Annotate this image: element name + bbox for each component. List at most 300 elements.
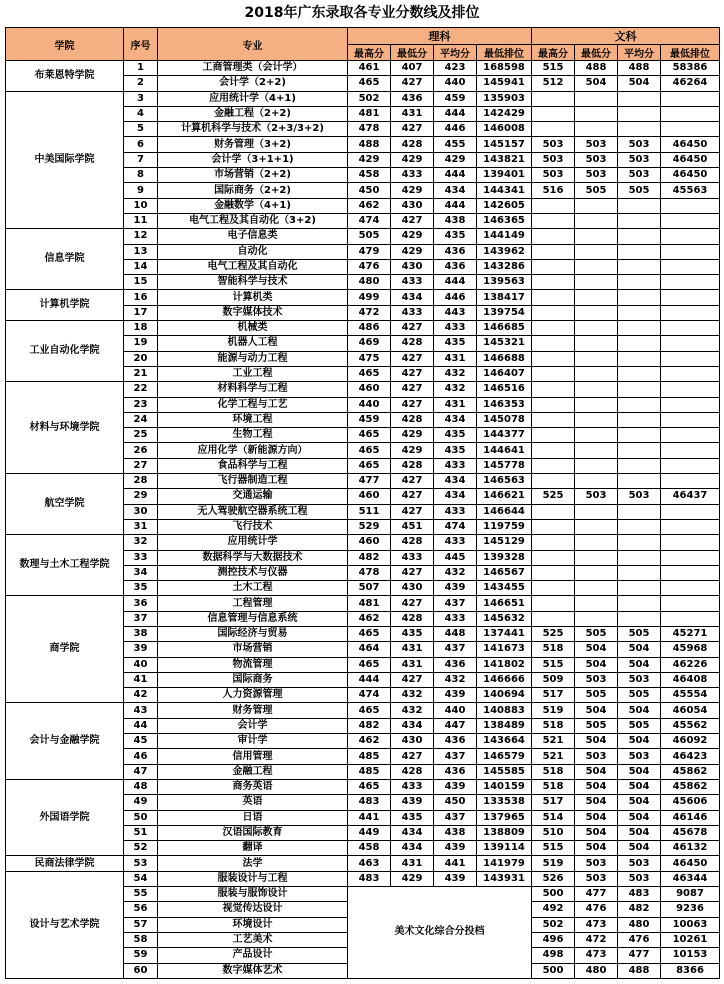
arts-avg-cell: 503 bbox=[618, 749, 661, 764]
science-avg-cell: 433 bbox=[434, 321, 477, 336]
arts-avg-cell bbox=[618, 550, 661, 565]
arts-min-rank-cell: 45862 bbox=[661, 764, 720, 779]
science-max-cell: 458 bbox=[348, 841, 391, 856]
arts-max-cell bbox=[532, 198, 575, 213]
major-cell: 日语 bbox=[158, 810, 348, 825]
science-min-rank-cell: 119759 bbox=[477, 519, 532, 534]
science-max-cell: 450 bbox=[348, 183, 391, 198]
science-min-rank-cell: 141673 bbox=[477, 642, 532, 657]
arts-min-cell bbox=[575, 122, 618, 137]
science-avg-cell: 434 bbox=[434, 489, 477, 504]
science-min-cell: 428 bbox=[391, 458, 434, 473]
science-min-rank-cell: 146563 bbox=[477, 474, 532, 489]
science-min-cell: 429 bbox=[391, 152, 434, 167]
seq-cell: 2 bbox=[124, 76, 158, 91]
seq-cell: 18 bbox=[124, 321, 158, 336]
table-row bbox=[6, 703, 720, 718]
seq-cell: 60 bbox=[124, 963, 158, 978]
seq-cell: 37 bbox=[124, 611, 158, 626]
seq-cell: 1 bbox=[124, 61, 158, 76]
science-max-cell: 465 bbox=[348, 366, 391, 381]
arts-min-cell: 503 bbox=[575, 749, 618, 764]
arts-min-rank-cell bbox=[661, 229, 720, 244]
major-cell: 会计学（2+2) bbox=[158, 76, 348, 91]
science-min-cell: 431 bbox=[391, 106, 434, 121]
science-min-rank-cell: 143821 bbox=[477, 152, 532, 167]
college-cell: 计算机学院 bbox=[6, 290, 124, 321]
science-avg-cell: 446 bbox=[434, 290, 477, 305]
seq-cell: 54 bbox=[124, 871, 158, 886]
arts-min-rank-cell: 46450 bbox=[661, 137, 720, 152]
arts-min-rank-cell: 46408 bbox=[661, 672, 720, 687]
table-row bbox=[6, 321, 720, 336]
science-avg-cell: 432 bbox=[434, 672, 477, 687]
arts-min-cell: 504 bbox=[575, 76, 618, 91]
science-avg-cell: 440 bbox=[434, 703, 477, 718]
arts-min-rank-cell: 58386 bbox=[661, 61, 720, 76]
arts-avg-cell bbox=[618, 336, 661, 351]
arts-min-cell: 505 bbox=[575, 718, 618, 733]
science-avg-cell: 436 bbox=[434, 244, 477, 259]
science-max-cell: 476 bbox=[348, 259, 391, 274]
seq-cell: 23 bbox=[124, 397, 158, 412]
arts-min-cell bbox=[575, 198, 618, 213]
arts-max-cell: 496 bbox=[532, 932, 575, 947]
arts-max-cell: 498 bbox=[532, 948, 575, 963]
header-college: 学院 bbox=[6, 28, 124, 61]
arts-min-cell bbox=[575, 336, 618, 351]
science-min-rank-cell: 145078 bbox=[477, 412, 532, 427]
arts-min-cell bbox=[575, 259, 618, 274]
science-max-cell: 505 bbox=[348, 229, 391, 244]
arts-min-rank-cell bbox=[661, 213, 720, 228]
arts-min-cell bbox=[575, 458, 618, 473]
arts-min-cell bbox=[575, 229, 618, 244]
arts-min-cell bbox=[575, 321, 618, 336]
science-max-cell: 465 bbox=[348, 443, 391, 458]
science-max-cell: 483 bbox=[348, 871, 391, 886]
arts-min-rank-cell: 46437 bbox=[661, 489, 720, 504]
arts-max-cell bbox=[532, 428, 575, 443]
seq-cell: 7 bbox=[124, 152, 158, 167]
science-min-rank-cell: 137965 bbox=[477, 810, 532, 825]
seq-cell: 39 bbox=[124, 642, 158, 657]
major-cell: 应用统计学 bbox=[158, 535, 348, 550]
arts-max-cell bbox=[532, 106, 575, 121]
header-arts-max: 最高分 bbox=[532, 45, 575, 61]
science-min-cell: 433 bbox=[391, 779, 434, 794]
science-max-cell: 499 bbox=[348, 290, 391, 305]
header-major: 专业 bbox=[158, 28, 348, 61]
science-min-cell: 433 bbox=[391, 275, 434, 290]
science-max-cell: 444 bbox=[348, 672, 391, 687]
science-min-rank-cell: 146516 bbox=[477, 382, 532, 397]
science-min-rank-cell: 145632 bbox=[477, 611, 532, 626]
arts-avg-cell: 480 bbox=[618, 917, 661, 932]
arts-min-rank-cell bbox=[661, 581, 720, 596]
major-cell: 化学工程与工艺 bbox=[158, 397, 348, 412]
table-row bbox=[6, 856, 720, 871]
arts-min-cell bbox=[575, 428, 618, 443]
arts-avg-cell: 503 bbox=[618, 168, 661, 183]
science-max-cell: 485 bbox=[348, 764, 391, 779]
arts-max-cell: 500 bbox=[532, 963, 575, 978]
science-min-cell: 427 bbox=[391, 397, 434, 412]
arts-min-rank-cell: 8366 bbox=[661, 963, 720, 978]
arts-avg-cell: 504 bbox=[618, 841, 661, 856]
science-min-cell: 433 bbox=[391, 168, 434, 183]
major-cell: 工商管理类（会计学） bbox=[158, 61, 348, 76]
college-cell: 信息学院 bbox=[6, 229, 124, 290]
seq-cell: 9 bbox=[124, 183, 158, 198]
science-min-rank-cell: 138489 bbox=[477, 718, 532, 733]
arts-max-cell: 509 bbox=[532, 672, 575, 687]
science-min-cell: 429 bbox=[391, 871, 434, 886]
arts-min-rank-cell: 9087 bbox=[661, 887, 720, 902]
major-cell: 数字媒体技术 bbox=[158, 305, 348, 320]
science-avg-cell: 435 bbox=[434, 336, 477, 351]
arts-min-rank-cell: 45554 bbox=[661, 688, 720, 703]
science-max-cell: 478 bbox=[348, 565, 391, 580]
arts-min-cell bbox=[575, 213, 618, 228]
arts-min-rank-cell bbox=[661, 290, 720, 305]
arts-max-cell: 515 bbox=[532, 657, 575, 672]
science-min-cell: 428 bbox=[391, 611, 434, 626]
arts-min-cell bbox=[575, 244, 618, 259]
major-cell: 财务管理 bbox=[158, 703, 348, 718]
major-cell: 无人驾驶航空器系统工程 bbox=[158, 504, 348, 519]
seq-cell: 12 bbox=[124, 229, 158, 244]
science-avg-cell: 439 bbox=[434, 688, 477, 703]
science-min-cell: 427 bbox=[391, 565, 434, 580]
major-cell: 电气工程及其自动化（3+2) bbox=[158, 213, 348, 228]
science-avg-cell: 423 bbox=[434, 61, 477, 76]
arts-max-cell: 518 bbox=[532, 764, 575, 779]
science-min-cell: 430 bbox=[391, 734, 434, 749]
science-min-rank-cell: 137441 bbox=[477, 626, 532, 641]
arts-max-cell: 515 bbox=[532, 61, 575, 76]
major-cell: 信用管理 bbox=[158, 749, 348, 764]
science-min-cell: 432 bbox=[391, 688, 434, 703]
science-max-cell: 488 bbox=[348, 137, 391, 152]
arts-min-rank-cell bbox=[661, 474, 720, 489]
science-avg-cell: 435 bbox=[434, 443, 477, 458]
arts-min-cell: 504 bbox=[575, 825, 618, 840]
arts-max-cell: 503 bbox=[532, 137, 575, 152]
seq-cell: 25 bbox=[124, 428, 158, 443]
arts-max-cell: 519 bbox=[532, 856, 575, 871]
arts-min-cell bbox=[575, 519, 618, 534]
arts-avg-cell bbox=[618, 474, 661, 489]
art-note-cell: 美术文化综合分投档 bbox=[348, 887, 532, 979]
science-avg-cell: 436 bbox=[434, 259, 477, 274]
major-cell: 计算机类 bbox=[158, 290, 348, 305]
arts-avg-cell: 503 bbox=[618, 137, 661, 152]
science-min-rank-cell: 133538 bbox=[477, 795, 532, 810]
major-cell: 机器人工程 bbox=[158, 336, 348, 351]
major-cell: 能源与动力工程 bbox=[158, 351, 348, 366]
seq-cell: 40 bbox=[124, 657, 158, 672]
table-row bbox=[6, 382, 720, 397]
arts-min-rank-cell bbox=[661, 259, 720, 274]
science-avg-cell: 437 bbox=[434, 642, 477, 657]
arts-min-rank-cell: 46450 bbox=[661, 152, 720, 167]
science-avg-cell: 433 bbox=[434, 611, 477, 626]
science-min-rank-cell: 146644 bbox=[477, 504, 532, 519]
seq-cell: 8 bbox=[124, 168, 158, 183]
college-cell: 航空学院 bbox=[6, 474, 124, 535]
science-max-cell: 474 bbox=[348, 213, 391, 228]
science-min-rank-cell: 142429 bbox=[477, 106, 532, 121]
arts-avg-cell: 504 bbox=[618, 703, 661, 718]
science-avg-cell: 440 bbox=[434, 76, 477, 91]
arts-min-cell: 504 bbox=[575, 734, 618, 749]
science-avg-cell: 441 bbox=[434, 856, 477, 871]
seq-cell: 47 bbox=[124, 764, 158, 779]
arts-min-rank-cell: 46092 bbox=[661, 734, 720, 749]
science-min-rank-cell: 146365 bbox=[477, 213, 532, 228]
science-min-rank-cell: 143455 bbox=[477, 581, 532, 596]
seq-cell: 45 bbox=[124, 734, 158, 749]
science-min-cell: 407 bbox=[391, 61, 434, 76]
seq-cell: 24 bbox=[124, 412, 158, 427]
arts-min-cell: 473 bbox=[575, 917, 618, 932]
science-min-rank-cell: 145157 bbox=[477, 137, 532, 152]
science-avg-cell: 437 bbox=[434, 596, 477, 611]
science-max-cell: 483 bbox=[348, 795, 391, 810]
arts-min-rank-cell: 45562 bbox=[661, 718, 720, 733]
arts-avg-cell: 504 bbox=[618, 764, 661, 779]
science-max-cell: 449 bbox=[348, 825, 391, 840]
science-min-rank-cell: 139114 bbox=[477, 841, 532, 856]
arts-avg-cell: 483 bbox=[618, 887, 661, 902]
arts-avg-cell: 503 bbox=[618, 152, 661, 167]
major-cell: 材料科学与工程 bbox=[158, 382, 348, 397]
major-cell: 数据科学与大数据技术 bbox=[158, 550, 348, 565]
science-avg-cell: 436 bbox=[434, 657, 477, 672]
arts-min-cell bbox=[575, 106, 618, 121]
science-avg-cell: 432 bbox=[434, 366, 477, 381]
science-avg-cell: 439 bbox=[434, 581, 477, 596]
science-max-cell: 459 bbox=[348, 412, 391, 427]
arts-min-cell: 472 bbox=[575, 932, 618, 947]
science-max-cell: 461 bbox=[348, 61, 391, 76]
arts-min-rank-cell bbox=[661, 504, 720, 519]
science-max-cell: 529 bbox=[348, 519, 391, 534]
science-min-cell: 427 bbox=[391, 596, 434, 611]
science-min-rank-cell: 142605 bbox=[477, 198, 532, 213]
arts-min-cell bbox=[575, 397, 618, 412]
science-avg-cell: 429 bbox=[434, 152, 477, 167]
college-cell: 设计与艺术学院 bbox=[6, 871, 124, 978]
science-min-rank-cell: 146651 bbox=[477, 596, 532, 611]
science-max-cell: 502 bbox=[348, 91, 391, 106]
seq-cell: 44 bbox=[124, 718, 158, 733]
arts-max-cell bbox=[532, 244, 575, 259]
science-min-cell: 434 bbox=[391, 841, 434, 856]
science-max-cell: 485 bbox=[348, 749, 391, 764]
arts-min-cell: 503 bbox=[575, 152, 618, 167]
science-min-rank-cell: 143931 bbox=[477, 871, 532, 886]
science-avg-cell: 446 bbox=[434, 122, 477, 137]
science-avg-cell: 435 bbox=[434, 229, 477, 244]
major-cell: 审计学 bbox=[158, 734, 348, 749]
admission-score-table bbox=[5, 27, 720, 979]
seq-cell: 6 bbox=[124, 137, 158, 152]
arts-avg-cell bbox=[618, 397, 661, 412]
major-cell: 生物工程 bbox=[158, 428, 348, 443]
science-min-cell: 434 bbox=[391, 718, 434, 733]
arts-avg-cell: 504 bbox=[618, 642, 661, 657]
science-min-rank-cell: 146688 bbox=[477, 351, 532, 366]
major-cell: 产品设计 bbox=[158, 948, 348, 963]
arts-max-cell bbox=[532, 550, 575, 565]
science-max-cell: 465 bbox=[348, 657, 391, 672]
header-arts-min-rank: 最低排位 bbox=[661, 45, 720, 61]
seq-cell: 32 bbox=[124, 535, 158, 550]
arts-max-cell bbox=[532, 213, 575, 228]
seq-cell: 56 bbox=[124, 902, 158, 917]
seq-cell: 30 bbox=[124, 504, 158, 519]
science-min-rank-cell: 145778 bbox=[477, 458, 532, 473]
arts-min-rank-cell: 46226 bbox=[661, 657, 720, 672]
arts-avg-cell: 504 bbox=[618, 657, 661, 672]
science-avg-cell: 455 bbox=[434, 137, 477, 152]
science-min-cell: 435 bbox=[391, 626, 434, 641]
arts-avg-cell bbox=[618, 535, 661, 550]
arts-min-rank-cell bbox=[661, 382, 720, 397]
arts-avg-cell: 505 bbox=[618, 718, 661, 733]
arts-max-cell: 518 bbox=[532, 718, 575, 733]
arts-min-rank-cell bbox=[661, 550, 720, 565]
arts-min-cell: 504 bbox=[575, 703, 618, 718]
arts-min-rank-cell bbox=[661, 321, 720, 336]
science-max-cell: 462 bbox=[348, 198, 391, 213]
arts-max-cell: 525 bbox=[532, 626, 575, 641]
science-min-rank-cell: 144341 bbox=[477, 183, 532, 198]
science-avg-cell: 447 bbox=[434, 718, 477, 733]
arts-min-cell bbox=[575, 305, 618, 320]
arts-max-cell: 525 bbox=[532, 489, 575, 504]
arts-avg-cell bbox=[618, 91, 661, 106]
science-avg-cell: 438 bbox=[434, 825, 477, 840]
arts-avg-cell: 504 bbox=[618, 76, 661, 91]
major-cell: 信息管理与信息系统 bbox=[158, 611, 348, 626]
arts-avg-cell: 503 bbox=[618, 871, 661, 886]
science-min-rank-cell: 145321 bbox=[477, 336, 532, 351]
science-avg-cell: 431 bbox=[434, 351, 477, 366]
arts-max-cell: 514 bbox=[532, 810, 575, 825]
arts-min-rank-cell bbox=[661, 428, 720, 443]
science-avg-cell: 434 bbox=[434, 412, 477, 427]
science-min-cell: 429 bbox=[391, 229, 434, 244]
science-max-cell: 465 bbox=[348, 76, 391, 91]
science-avg-cell: 443 bbox=[434, 305, 477, 320]
science-max-cell: 511 bbox=[348, 504, 391, 519]
seq-cell: 41 bbox=[124, 672, 158, 687]
science-avg-cell: 450 bbox=[434, 795, 477, 810]
arts-avg-cell bbox=[618, 458, 661, 473]
arts-avg-cell bbox=[618, 275, 661, 290]
science-min-rank-cell: 146621 bbox=[477, 489, 532, 504]
arts-min-cell bbox=[575, 91, 618, 106]
major-cell: 工艺美术 bbox=[158, 932, 348, 947]
major-cell: 土木工程 bbox=[158, 581, 348, 596]
arts-avg-cell bbox=[618, 565, 661, 580]
arts-min-cell: 503 bbox=[575, 168, 618, 183]
science-min-rank-cell: 146666 bbox=[477, 672, 532, 687]
table-row bbox=[6, 474, 720, 489]
science-min-cell: 427 bbox=[391, 76, 434, 91]
seq-cell: 4 bbox=[124, 106, 158, 121]
science-max-cell: 479 bbox=[348, 244, 391, 259]
science-min-rank-cell: 139401 bbox=[477, 168, 532, 183]
major-cell: 智能科学与技术 bbox=[158, 275, 348, 290]
arts-max-cell bbox=[532, 91, 575, 106]
science-avg-cell: 435 bbox=[434, 428, 477, 443]
arts-min-rank-cell bbox=[661, 106, 720, 121]
arts-min-cell: 503 bbox=[575, 489, 618, 504]
major-cell: 环境设计 bbox=[158, 917, 348, 932]
arts-min-cell: 504 bbox=[575, 795, 618, 810]
major-cell: 英语 bbox=[158, 795, 348, 810]
seq-cell: 21 bbox=[124, 366, 158, 381]
science-max-cell: 482 bbox=[348, 550, 391, 565]
arts-avg-cell bbox=[618, 198, 661, 213]
major-cell: 食品科学与工程 bbox=[158, 458, 348, 473]
major-cell: 服装设计与工程 bbox=[158, 871, 348, 886]
arts-min-rank-cell: 46344 bbox=[661, 871, 720, 886]
major-cell: 法学 bbox=[158, 856, 348, 871]
major-cell: 会计学（3+1+1) bbox=[158, 152, 348, 167]
arts-min-cell: 477 bbox=[575, 887, 618, 902]
major-cell: 翻译 bbox=[158, 841, 348, 856]
science-min-rank-cell: 144641 bbox=[477, 443, 532, 458]
arts-min-cell: 505 bbox=[575, 626, 618, 641]
arts-min-cell: 505 bbox=[575, 183, 618, 198]
arts-max-cell: 500 bbox=[532, 887, 575, 902]
arts-max-cell bbox=[532, 366, 575, 381]
arts-avg-cell: 488 bbox=[618, 963, 661, 978]
arts-min-rank-cell bbox=[661, 351, 720, 366]
science-min-cell: 428 bbox=[391, 764, 434, 779]
arts-min-cell: 504 bbox=[575, 642, 618, 657]
science-max-cell: 481 bbox=[348, 596, 391, 611]
seq-cell: 36 bbox=[124, 596, 158, 611]
arts-max-cell: 521 bbox=[532, 734, 575, 749]
arts-min-cell bbox=[575, 443, 618, 458]
seq-cell: 28 bbox=[124, 474, 158, 489]
arts-min-rank-cell bbox=[661, 122, 720, 137]
arts-max-cell: 518 bbox=[532, 779, 575, 794]
arts-avg-cell bbox=[618, 412, 661, 427]
major-cell: 视觉传达设计 bbox=[158, 902, 348, 917]
table-row bbox=[6, 596, 720, 611]
header-science: 理科 bbox=[348, 28, 532, 45]
science-avg-cell: 434 bbox=[434, 183, 477, 198]
major-cell: 计算机科学与技术（2+3/3+2) bbox=[158, 122, 348, 137]
science-min-cell: 430 bbox=[391, 581, 434, 596]
major-cell: 电气工程及其自动化 bbox=[158, 259, 348, 274]
major-cell: 金融数学（4+1) bbox=[158, 198, 348, 213]
table-row bbox=[6, 535, 720, 550]
science-max-cell: 481 bbox=[348, 106, 391, 121]
arts-avg-cell: 504 bbox=[618, 734, 661, 749]
major-cell: 环境工程 bbox=[158, 412, 348, 427]
arts-min-cell bbox=[575, 382, 618, 397]
science-max-cell: 480 bbox=[348, 275, 391, 290]
science-avg-cell: 444 bbox=[434, 168, 477, 183]
